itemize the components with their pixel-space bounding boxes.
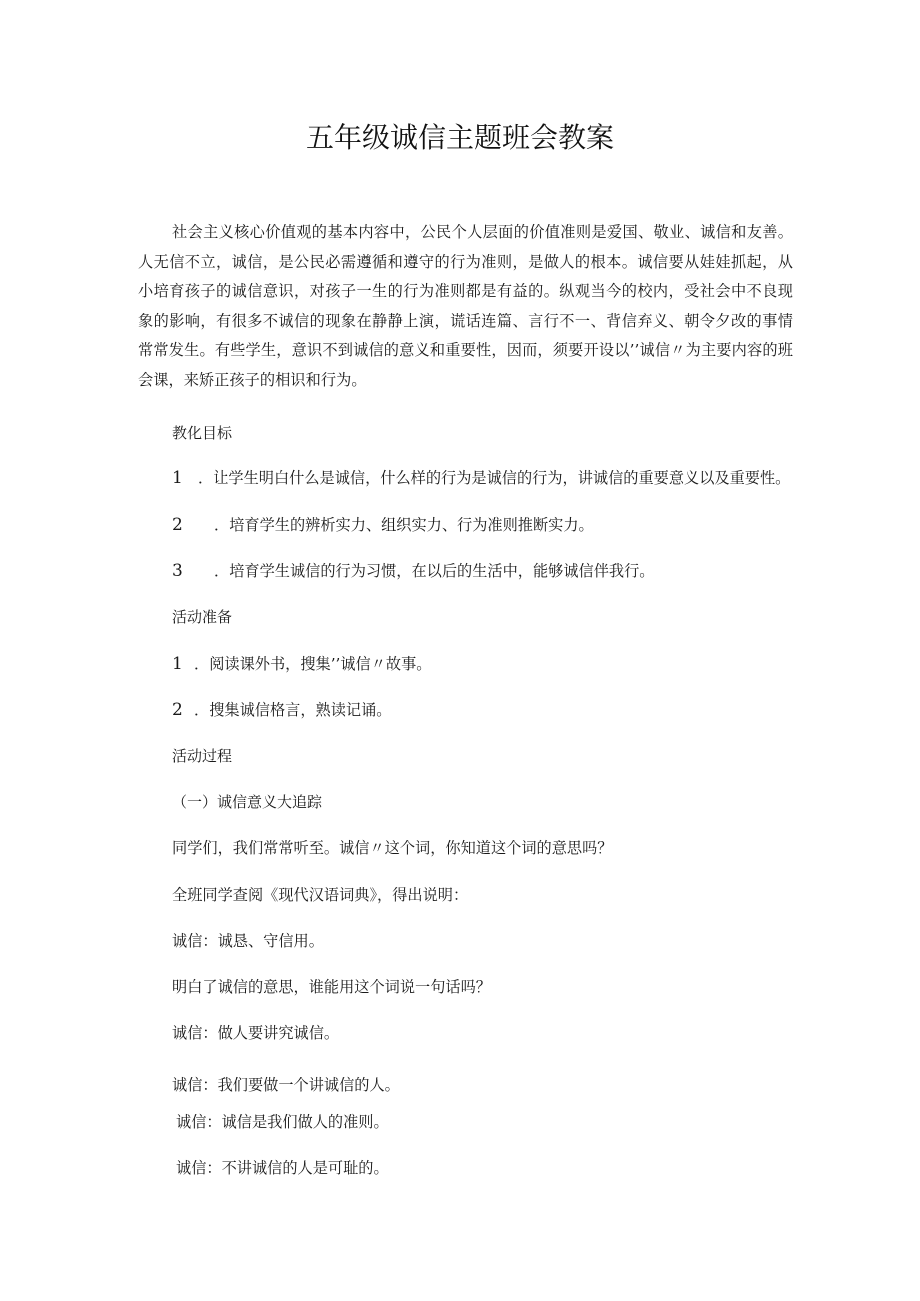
prep-number: 1 — [172, 654, 183, 674]
process-line: 诚信：诚恳、守信用。 — [172, 932, 324, 950]
goal-item-2 — [172, 514, 594, 536]
goal-number: 3 — [172, 561, 183, 581]
prep-text: ．阅读课外书，搜集’’诚信〃故事。 — [194, 655, 432, 673]
process-line: 诚信：不讲诚信的人是可耻的。 — [176, 1159, 389, 1177]
goal-number: 2 — [172, 515, 183, 535]
prep-item-1 — [172, 653, 431, 675]
goal-text: ．让学生明白什么是诚信，什么样的行为是诚信的行为，讲诚信的重要意义以及重要性。 — [198, 469, 791, 487]
goal-item-1 — [172, 467, 790, 489]
process-line: 全班同学查阅《现代汉语词典》，得出说明： — [172, 886, 469, 904]
goal-item-3 — [172, 560, 654, 582]
document-title: 五年级诚信主题班会教案 — [305, 121, 614, 154]
process-subheading: （一）诚信意义大追踪 — [172, 793, 323, 811]
prep-number: 2 — [172, 700, 183, 720]
goal-text: ．培育学生诚信的行为习惯，在以后的生活中，能够诚信伴我行。 — [214, 562, 655, 580]
prep-item-2 — [172, 699, 391, 721]
process-line: 同学们，我们常常听至。诚信〃这个词，你知道这个词的意思吗？ — [172, 839, 613, 857]
process-line: 诚信：做人要讲究诚信。 — [172, 1024, 340, 1042]
process-line: 诚信：诚信是我们做人的准则。 — [176, 1113, 389, 1131]
prep-text: ．搜集诚信格言，熟读记诵。 — [194, 701, 392, 719]
process-heading: 活动过程 — [172, 747, 233, 765]
intro-paragraph: 社会主义核心价值观的基本内容中，公民个人层面的价值准则是爱国、敬业、诚信和友善。人无信不立，诚信，是公民必需遵循和遵守的行为准则，是做人的根本。诚信要从娃娃抓起，从小培育孩子的诚信意识，对孩子一生的行为准则都是有益的。纵观当今的校内，受社会中不良现象的影响，有很多不诚信的现象在静静上演，谎话连篇、言行不一、背信弃义、朝令夕改的事情常常发生。有些学生，意识不到诚信的意义和重要性，因而，须要开设以’’诚信〃为主要内容的班会课，来矫正孩子的相识和行为。 — [138, 223, 793, 389]
process-line: 明白了诚信的意思，谁能用这个词说一句话吗？ — [172, 978, 491, 996]
prep-heading: 活动准备 — [172, 608, 233, 626]
process-line: 诚信：我们要做一个讲诚信的人。 — [172, 1076, 400, 1094]
goal-number: 1 — [172, 468, 183, 488]
goal-text: ．培育学生的辨析实力、组织实力、行为准则推断实力。 — [214, 516, 594, 534]
goals-heading: 教化目标 — [172, 424, 233, 442]
